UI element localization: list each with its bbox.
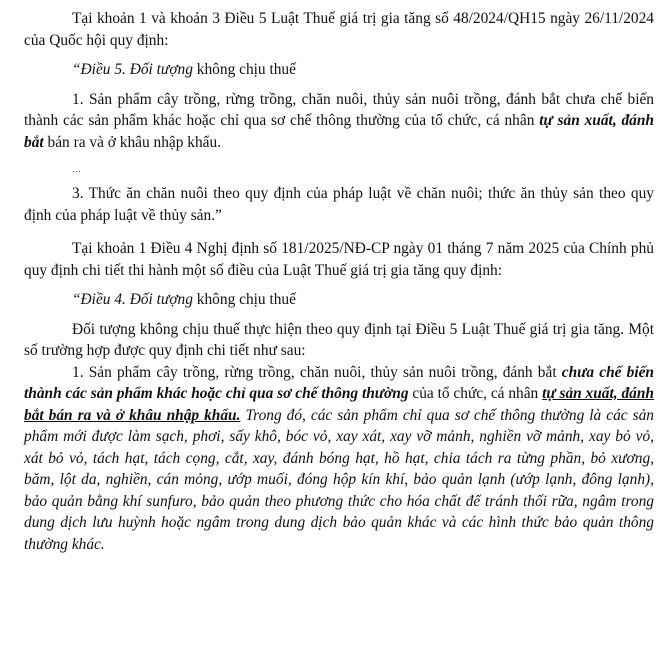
quote-article-5-item-3: 3. Thức ăn chăn nuôi theo quy định của pháp luật về chăn nuôi; thức ăn thủy sản theo quy định của pháp luật về thủy sản.” <box>24 185 654 224</box>
quote-article-4-heading <box>24 289 654 311</box>
intro-paragraph-decree: Tại khoản 1 Điều 4 Nghị định số 181/2025/NĐ-CP ngày 01 tháng 7 năm 2025 của Chính phủ quy định chi tiết thi hành một số điều của Luật Thuế giá trị gia tăng quy định: <box>24 240 654 279</box>
quote-article-5-item-1-text: 1. Sản phẩm cây trồng, rừng trồng, chăn nuôi, thủy sản nuôi trồng, đánh bắt chưa chế biến thành các sản phẩm khác hoặc chỉ qua sơ chế thông thường của tổ chức, cá nhân <box>24 90 654 129</box>
quote-article-4-heading-rest: không chịu thuế <box>192 291 296 308</box>
quote-article-5-item-1-end: bán ra và ở khâu nhập khẩu. <box>43 133 222 151</box>
quote-article-4-item-1-text: 1. Sản phẩm cây trồng, rừng trồng, chăn nuôi, thủy sản nuôi trồng, đánh bắt <box>72 363 562 381</box>
quote-article-5-heading-rest: không chịu thuế <box>192 61 296 78</box>
quote-article-4-heading-italic: “Điều 4. Đối tượng <box>72 291 193 308</box>
intro-paragraph-law: Tại khoản 1 và khoản 3 Điều 5 Luật Thuế giá trị gia tăng số 48/2024/QH15 ngày 26/11/2024 của Quốc hội quy định: <box>24 10 654 49</box>
quote-article-4-item-1-detail: Trong đó, các sản phẩm chỉ qua sơ chế thông thường là các sản phẩm mới được làm sạch, phơi, sấy khô, bóc vỏ, xay xát, xay vỡ mảnh, nghiền vỡ mảnh, xay bỏ vỏ, xát bỏ vỏ, tách hạt, tách cọng, cắt, xay, đánh bóng hạt, hồ hạt, chia tách ra từng phần, bỏ xương, băm, lột da, nghiền, cán mỏng, ướp muối, đóng hộp kín khí, bảo quản lạnh (ướp lạnh, đông lạnh), bảo quản bằng khí sunfuro, bảo quản theo phương thức cho hóa chất để tránh thối rữa, ngâm trong dung dịch lưu huỳnh hoặc ngâm trong dung dịch bảo quản khác và các hình thức bảo quản thông thường khác. <box>24 406 654 553</box>
quote-article-4-paragraph: Đối tượng không chịu thuế thực hiện theo quy định tại Điều 5 Luật Thuế giá trị gia tăng. Một số trường hợp được quy định chi tiết như sau: <box>24 320 654 359</box>
quote-article-4-item-1-mid: của tổ chức, cá nhân <box>408 385 543 402</box>
quote-article-5-heading-italic: “Điều 5. Đối tượng <box>72 61 193 78</box>
quote-article-4-item-1 <box>24 362 654 556</box>
quote-article-4-item-1-emphasis-2: tự sản xuất, đánh bắt bán ra và ở khâu nhập khẩu. <box>24 385 654 424</box>
quote-article-5-item-1-emphasis: tự sản xuất, đánh bắt <box>24 112 654 151</box>
quote-article-4-item-1-emphasis-1: chưa chế biến thành các sản phẩm khác hoặc chỉ qua sơ chế thông thường <box>24 363 654 402</box>
quote-article-5-item-1 <box>24 89 654 154</box>
quote-article-5-heading <box>24 59 654 81</box>
omission-ellipsis: … <box>72 164 81 174</box>
document-body <box>24 8 654 555</box>
